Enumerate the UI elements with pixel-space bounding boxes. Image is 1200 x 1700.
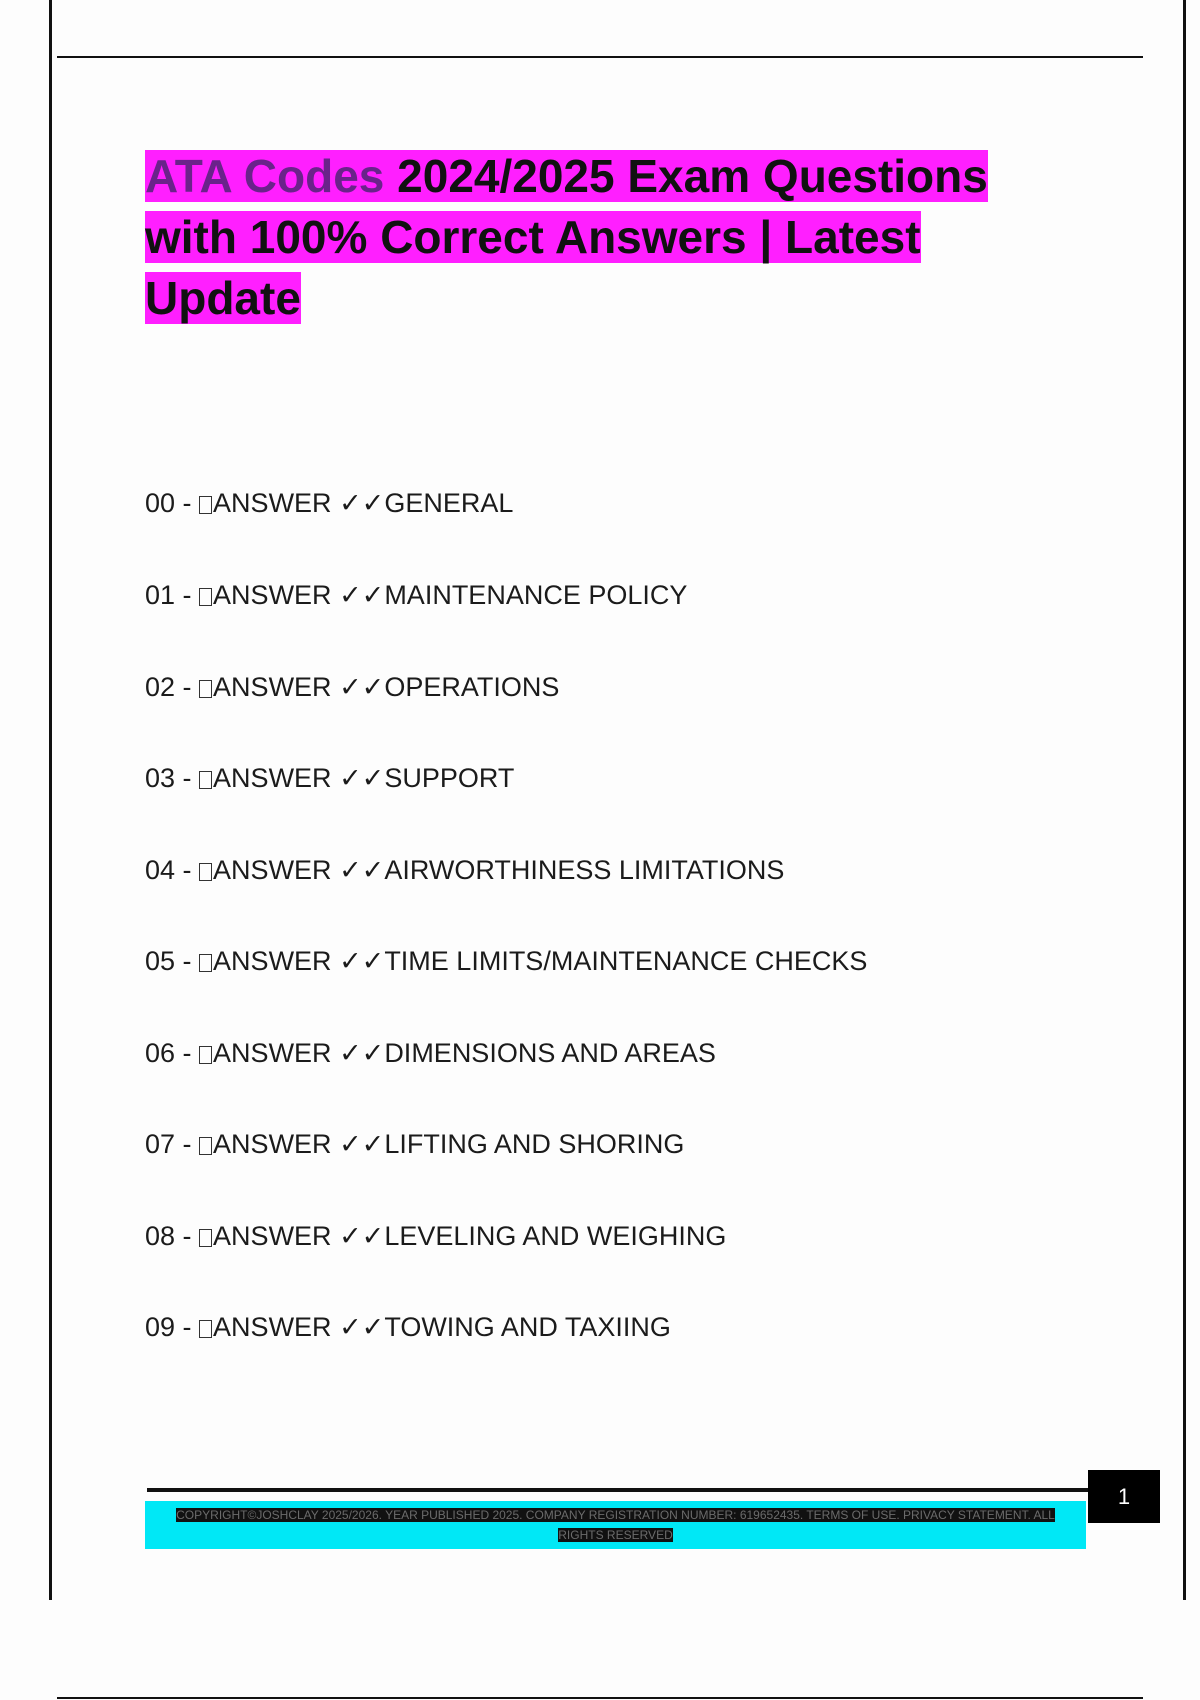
item-label: TIME LIMITS/MAINTENANCE CHECKS (384, 946, 868, 976)
answer-word: ANSWER (213, 580, 340, 610)
item-label: OPERATIONS (384, 672, 560, 702)
answer-word: ANSWER (213, 1312, 340, 1342)
item-separator: - (175, 763, 200, 793)
checkmark-icon: ✓✓ (339, 672, 385, 702)
checkmark-icon: ✓✓ (339, 946, 385, 976)
missing-glyph-icon (199, 771, 212, 789)
missing-glyph-icon (199, 1046, 212, 1064)
missing-glyph-icon (199, 954, 212, 972)
item-separator: - (175, 1129, 200, 1159)
missing-glyph-icon (199, 1137, 212, 1155)
header-rule (57, 56, 1143, 58)
list-item (145, 1038, 716, 1069)
item-code: 08 (145, 1221, 176, 1251)
item-separator: - (175, 1312, 200, 1342)
title-highlight-part1: ATA Codes (145, 150, 385, 202)
list-item (145, 1129, 684, 1160)
footer-band (145, 1501, 1086, 1549)
list-item (145, 946, 867, 977)
item-code: 06 (145, 1038, 176, 1068)
answer-word: ANSWER (213, 763, 340, 793)
checkmark-icon: ✓✓ (339, 855, 385, 885)
item-code: 07 (145, 1129, 176, 1159)
answer-word: ANSWER (213, 1038, 340, 1068)
item-separator: - (175, 1038, 200, 1068)
item-label: SUPPORT (384, 763, 515, 793)
checkmark-icon: ✓✓ (339, 1038, 385, 1068)
item-separator: - (175, 488, 200, 518)
list-item (145, 1312, 671, 1343)
missing-glyph-icon (199, 1320, 212, 1338)
answer-word: ANSWER (213, 488, 340, 518)
item-label: GENERAL (384, 488, 514, 518)
item-label: LIFTING AND SHORING (384, 1129, 685, 1159)
checkmark-icon: ✓✓ (339, 580, 385, 610)
item-code: 04 (145, 855, 176, 885)
answer-word: ANSWER (213, 672, 340, 702)
checkmark-icon: ✓✓ (339, 1129, 385, 1159)
answer-word: ANSWER (213, 946, 340, 976)
answer-word: ANSWER (213, 1221, 340, 1251)
checkmark-icon: ✓✓ (339, 488, 385, 518)
item-code: 00 (145, 488, 176, 518)
answer-word: ANSWER (213, 855, 340, 885)
item-label: LEVELING AND WEIGHING (384, 1221, 727, 1251)
copyright-text: COPYRIGHT©JOSHCLAY 2025/2026. YEAR PUBLISHED 2025. COMPANY REGISTRATION NUMBER: 619652435. TERMS OF USE. PRIVACY STATEMENT. ALL RIGHTS RESERVED (176, 1508, 1055, 1542)
item-code: 09 (145, 1312, 176, 1342)
missing-glyph-icon (199, 1229, 212, 1247)
title-highlight-part2: 2024/2025 Exam Questions with 100% Correct Answers | Latest Update (145, 150, 988, 324)
checkmark-icon: ✓✓ (339, 1312, 385, 1342)
item-code: 01 (145, 580, 176, 610)
item-separator: - (175, 855, 200, 885)
item-separator: - (175, 1221, 200, 1251)
item-label: TOWING AND TAXIING (384, 1312, 671, 1342)
missing-glyph-icon (199, 680, 212, 698)
item-label: MAINTENANCE POLICY (384, 580, 688, 610)
missing-glyph-icon (199, 863, 212, 881)
list-item (145, 672, 559, 703)
item-code: 05 (145, 946, 176, 976)
item-separator: - (175, 672, 200, 702)
list-item (145, 580, 687, 611)
item-label: AIRWORTHINESS LIMITATIONS (384, 855, 785, 885)
bottom-rule (57, 1697, 1143, 1699)
page-border-left (49, 0, 52, 1600)
item-separator: - (175, 946, 200, 976)
missing-glyph-icon (199, 496, 212, 514)
list-item (145, 488, 513, 519)
missing-glyph-icon (199, 588, 212, 606)
item-label: DIMENSIONS AND AREAS (384, 1038, 716, 1068)
list-item (145, 855, 784, 886)
answer-word: ANSWER (213, 1129, 340, 1159)
page-number: 1 (1088, 1470, 1160, 1523)
document-title (145, 146, 1075, 329)
item-code: 03 (145, 763, 176, 793)
item-code: 02 (145, 672, 176, 702)
footer-rule (147, 1488, 1093, 1492)
list-item (145, 1221, 726, 1252)
checkmark-icon: ✓✓ (339, 1221, 385, 1251)
item-separator: - (175, 580, 200, 610)
list-item (145, 763, 514, 794)
checkmark-icon: ✓✓ (339, 763, 385, 793)
page-border-right (1183, 0, 1186, 1600)
